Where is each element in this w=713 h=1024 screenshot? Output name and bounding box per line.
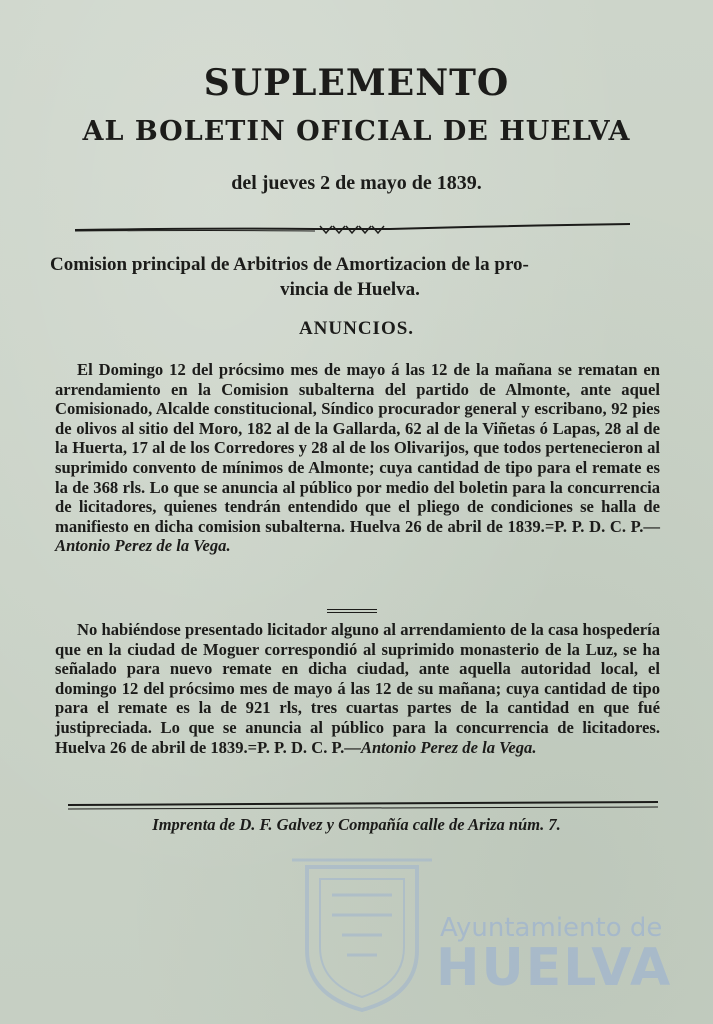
footer-rule: [68, 800, 658, 812]
watermark-line-2: HUELVA: [436, 938, 673, 998]
announcement-2-text: No habiéndose presentado licitador alguno al arrendamiento de la casa hospedería que en la ciudad de Moguer correspondió al suprimido monasterio de la Luz, se ha señalado para nuevo remate en dicha ciudad, ante aquella autoridad local, el domingo 12 del prócsimo mes de mayo á las 12 de su mañana; cuya cantidad de tipo para el remate es la de 921 rls, tres cuartas partes de la cantidad en que fué justipreciada. Lo que se anuncia al público para la concurrencia de licitadores. Huelva 26 de abril de 1839.=P. P. D. C. P.—: [55, 620, 660, 757]
commission-line-2: vincia de Huelva.: [280, 279, 420, 300]
printer-imprint: Imprenta de D. F. Galvez y Compañía calle de Ariza núm. 7.: [152, 815, 561, 834]
commission-heading: [50, 252, 650, 302]
document-title: SUPLEMENTO: [203, 62, 510, 104]
paragraph-separator: [327, 608, 377, 614]
announcement-1: [55, 360, 660, 556]
announcement-2: [55, 620, 660, 757]
commission-line-1: Comision principal de Arbitrios de Amortizacion de la pro-: [50, 254, 529, 275]
announcement-1-signature: Antonio Perez de la Vega.: [55, 536, 231, 556]
section-heading: ANUNCIOS.: [298, 318, 415, 339]
document-date: del jueves 2 de mayo de 1839.: [231, 172, 482, 194]
announcement-2-signature: Antonio Perez de la Vega.: [360, 737, 537, 757]
announcement-1-text: El Domingo 12 del prócsimo mes de mayo á las 12 de la mañana se rematan en arrendamiento en la Comision subalterna del partido de Almonte, ante aquel Comisionado, Alcalde constitucional, Síndico procurador general y escribano, 92 pies de olivos al sitio del Moro, 182 al de la Gallarda, 62 al de la Viñetas ó Lapas, 28 al de la Huerta, 17 al de los Corredores y 28 al de los Olivarijos, que todos pertenecieron al suprimido convento de mínimos de Almonte; cuya cantidad de tipo para el remate es la de 368 rls. Lo que se anuncia al público por medio del boletin para la concurrencia de licitadores, quienes tendrán entendido que el pliego de condiciones se halla de manifiesto en dicha comision subalterna. Huelva 26 de abril de 1839.=P. P. D. C. P.—: [55, 360, 660, 536]
watermark-line-1: Ayuntamiento de: [440, 913, 663, 943]
document-subtitle: AL BOLETIN OFICIAL DE HUELVA: [82, 116, 631, 147]
ornamental-rule: [75, 222, 630, 236]
